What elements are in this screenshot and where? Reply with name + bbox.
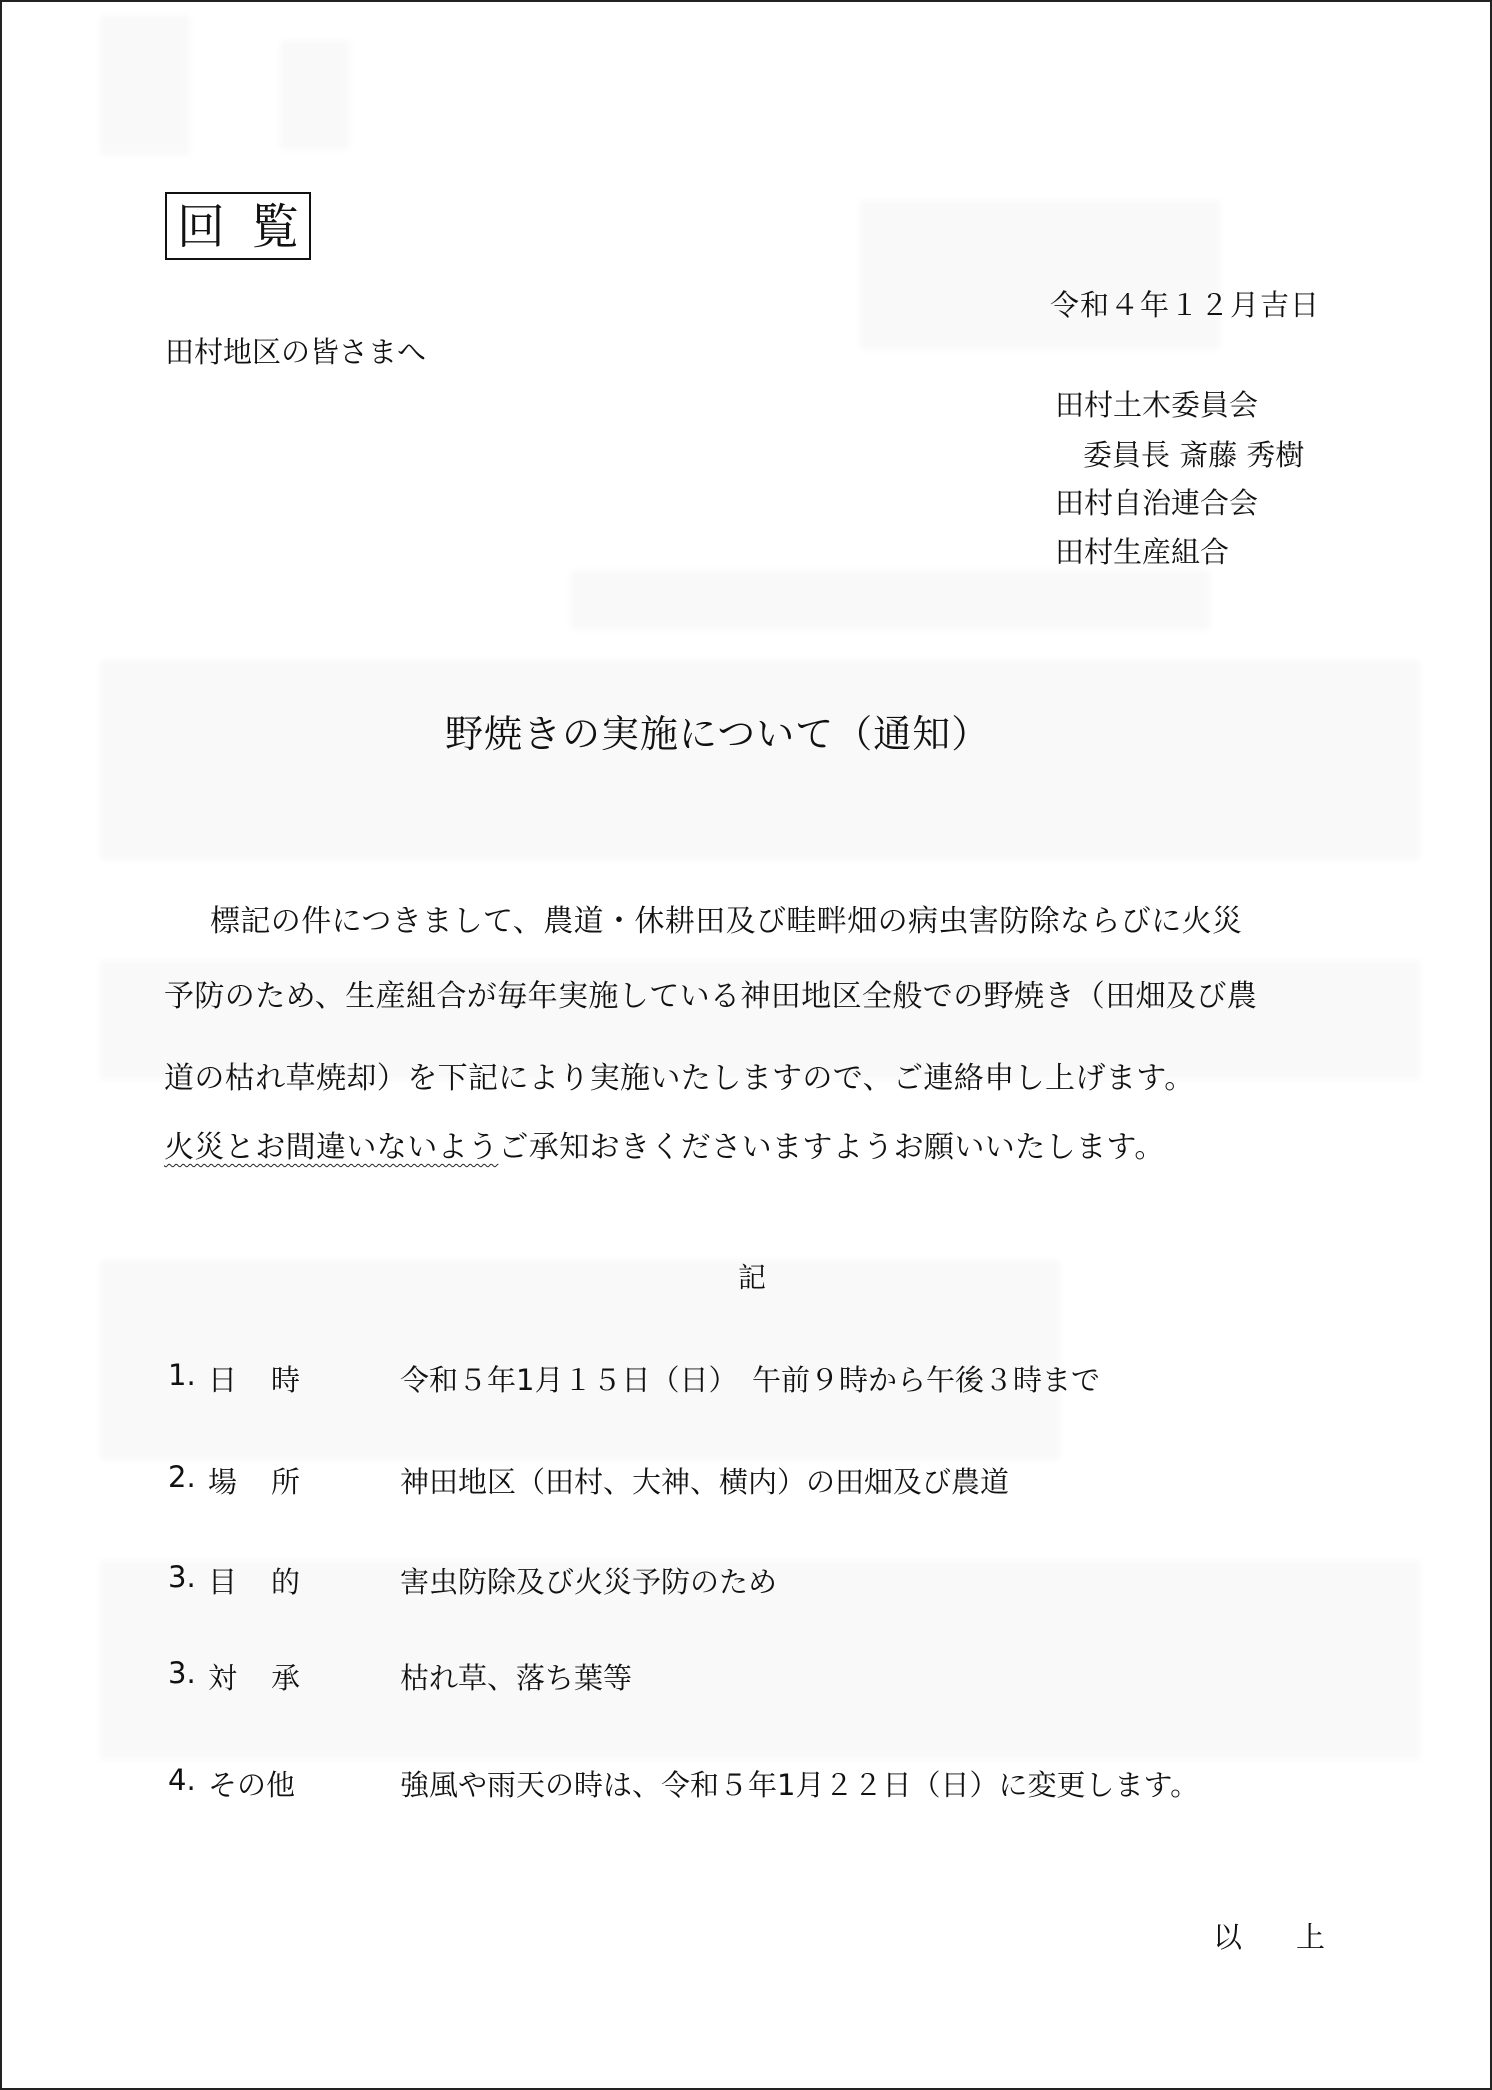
circulation-stamp (165, 192, 311, 260)
item-label: その他 (208, 1768, 296, 1802)
document-title: 野焼きの実施について（通知） (445, 712, 991, 756)
wavy-underlined-text: 火災とお間違いないよう (164, 1130, 499, 1165)
body-paragraph-line (164, 1122, 1165, 1166)
item-label: 対承 (208, 1661, 335, 1695)
item-value: 害虫防除及び火災予防のため (400, 1565, 778, 1599)
item-number: 1. (168, 1358, 196, 1392)
bleed-through-shadow (570, 570, 1210, 630)
body-paragraph-line: 道の枯れ草焼却）を下記により実施いたしますので、ご連絡申し上げます。 (164, 1061, 1195, 1096)
item-number: 3. (168, 1560, 196, 1594)
ki-heading: 記 (738, 1261, 767, 1294)
sender-line: 田村土木委員会 (1055, 388, 1259, 422)
stamp-char: 回 (177, 199, 252, 255)
item-label: 日時 (208, 1363, 335, 1397)
bleed-through-shadow (100, 15, 190, 155)
body-text: ご承知おきくださいますようお願いいたします。 (498, 1130, 1165, 1165)
item-number: 2. (168, 1460, 196, 1494)
bleed-through-shadow (100, 660, 1420, 860)
bleed-through-shadow (280, 40, 350, 150)
item-value: 神田地区（田村、大神、横内）の田畑及び農道 (400, 1465, 1010, 1499)
item-value: 令和５年1月１５日（日） 午前９時から午後３時まで (400, 1363, 1100, 1397)
item-value: 強風や雨天の時は、令和５年1月２２日（日）に変更します。 (400, 1768, 1200, 1802)
body-paragraph-line: 予防のため、生産組合が毎年実施している神田地区全般での野焼き（田畑及び農 (164, 979, 1258, 1014)
item-label: 目的 (208, 1565, 335, 1599)
closing-mark: 以上 (1213, 1920, 1380, 1954)
stamp-char: 覧 (251, 199, 300, 255)
item-number: 4. (168, 1763, 196, 1797)
addressee: 田村地区の皆さまへ (165, 335, 427, 369)
item-number: 3. (168, 1656, 196, 1690)
item-label: 場所 (208, 1465, 335, 1499)
bleed-through-shadow (860, 200, 1220, 350)
sender-line: 田村自治連合会 (1055, 486, 1259, 520)
issue-date: 令和４年１２月吉日 (1050, 288, 1321, 322)
sender-line: 田村生産組合 (1055, 535, 1230, 569)
sender-line: 委員長 斎藤 秀樹 (1083, 438, 1305, 472)
item-value: 枯れ草、落ち葉等 (400, 1661, 633, 1695)
body-paragraph-line: 標記の件につきまして、農道・休耕田及び畦畔畑の病虫害防除ならびに火災 (210, 904, 1243, 939)
